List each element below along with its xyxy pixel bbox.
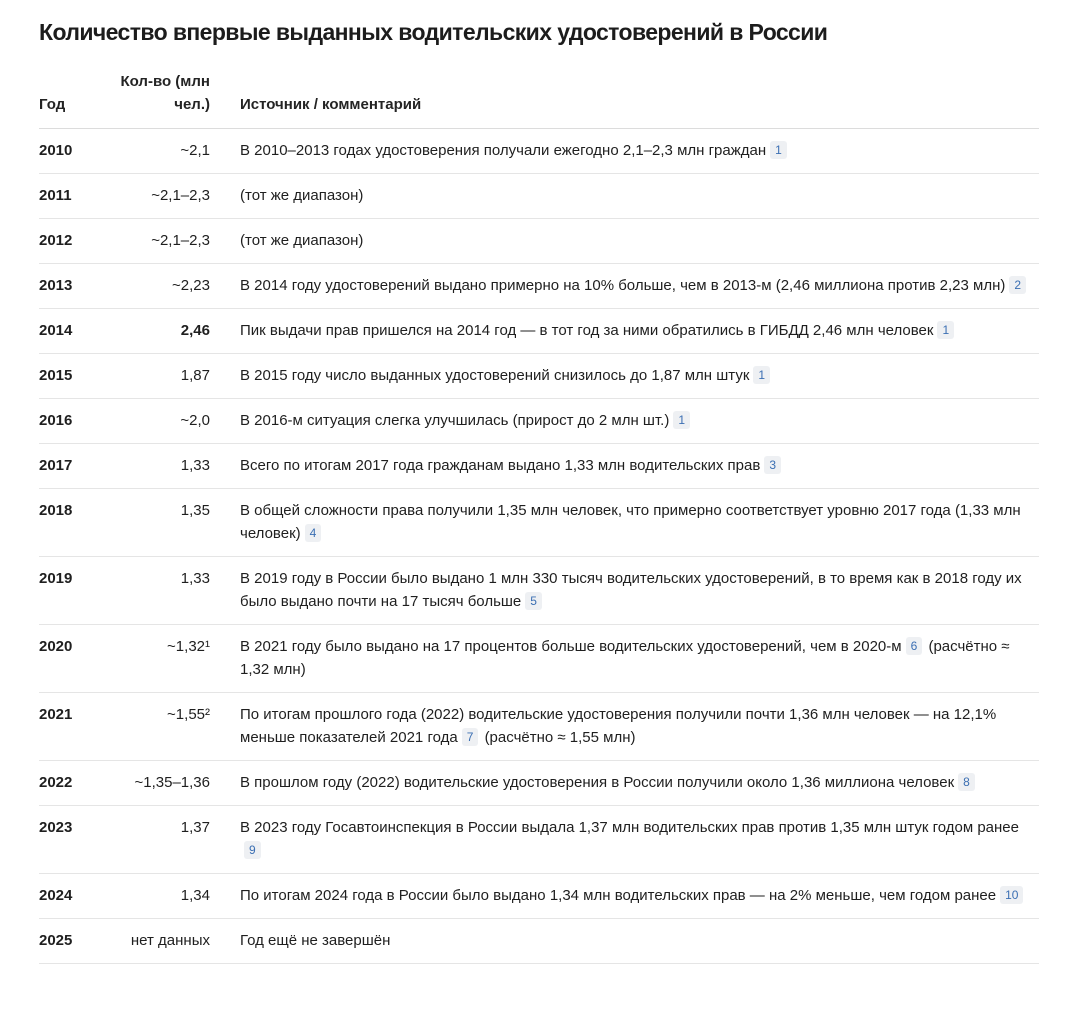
cell-quantity: 2,46: [109, 309, 240, 354]
cell-year: 2010: [39, 129, 109, 174]
source-text: В 2015 году число выданных удостоверений снизилось до 1,87 млн штук: [240, 367, 750, 384]
source-text: По итогам 2024 года в России было выдано 1,34 млн водительских прав — на 2% меньше, чем годом ранее: [240, 887, 997, 904]
cell-year: 2016: [39, 399, 109, 444]
cell-year: 2014: [39, 309, 109, 354]
cell-quantity: 1,33: [109, 557, 240, 625]
table-row: [39, 444, 1039, 489]
cell-year: 2013: [39, 264, 109, 309]
cell-year: 2024: [39, 874, 109, 919]
citation-link[interactable]: 3: [764, 456, 781, 474]
cell-year: 2021: [39, 693, 109, 761]
header-year: Год: [39, 70, 109, 129]
table-row: [39, 354, 1039, 399]
citation-link[interactable]: 4: [305, 524, 322, 542]
citation-link[interactable]: 1: [770, 141, 787, 159]
citation-link[interactable]: 7: [462, 728, 479, 746]
table-row: [39, 399, 1039, 444]
source-text: В 2023 году Госавтоинспекция в России выдала 1,37 млн водительских прав против 1,35 млн штук годом ранее: [240, 819, 1019, 836]
citation-link[interactable]: 5: [525, 592, 542, 610]
cell-quantity: нет данных: [109, 919, 240, 964]
cell-quantity: ~2,1–2,3: [109, 219, 240, 264]
source-note: (расчётно ≈ 1,32 млн): [240, 638, 1010, 678]
cell-quantity: 1,34: [109, 874, 240, 919]
header-quantity: Кол-во (млн чел.): [109, 70, 240, 129]
cell-quantity: 1,35: [109, 489, 240, 557]
source-text: (тот же диапазон): [240, 187, 364, 204]
table-row: [39, 219, 1039, 264]
cell-source: [240, 264, 1039, 309]
table-body: [39, 129, 1039, 964]
source-text: В общей сложности права получили 1,35 млн человек, что примерно соответствует уровню 2017 года (1,33 млн человек): [240, 502, 1021, 542]
source-text: В 2010–2013 годах удостоверения получали ежегодно 2,1–2,3 млн граждан: [240, 142, 767, 159]
cell-year: 2012: [39, 219, 109, 264]
table-row: [39, 874, 1039, 919]
cell-source: [240, 489, 1039, 557]
table-row: [39, 625, 1039, 693]
cell-year: 2018: [39, 489, 109, 557]
source-text: (тот же диапазон): [240, 232, 364, 249]
cell-source: [240, 874, 1039, 919]
table-header-row: [39, 70, 1039, 129]
source-note: (расчётно ≈ 1,55 млн): [484, 729, 636, 746]
cell-quantity: 1,37: [109, 806, 240, 874]
header-source: Источник / комментарий: [240, 70, 1039, 129]
cell-quantity: 1,33: [109, 444, 240, 489]
cell-source: [240, 761, 1039, 806]
table-row: [39, 693, 1039, 761]
cell-year: 2019: [39, 557, 109, 625]
source-text: Всего по итогам 2017 года гражданам выдано 1,33 млн водительских прав: [240, 457, 761, 474]
table-row: [39, 919, 1039, 964]
cell-quantity: ~2,23: [109, 264, 240, 309]
cell-source: [240, 444, 1039, 489]
source-text: В 2019 году в России было выдано 1 млн 330 тысяч водительских удостоверений, в то время как в 2018 году их было выдано почти на 17 тысяч больше: [240, 570, 1022, 610]
citation-link[interactable]: 10: [1000, 886, 1023, 904]
cell-year: 2022: [39, 761, 109, 806]
citation-link[interactable]: 1: [937, 321, 954, 339]
table-row: [39, 489, 1039, 557]
citation-link[interactable]: 2: [1009, 276, 1026, 294]
cell-year: 2015: [39, 354, 109, 399]
source-text: В 2016-м ситуация слегка улучшилась (прирост до 2 млн шт.): [240, 412, 670, 429]
source-text: В 2021 году было выдано на 17 процентов больше водительских удостоверений, чем в 2020-м: [240, 638, 902, 655]
cell-source: [240, 557, 1039, 625]
table-row: [39, 264, 1039, 309]
cell-source: [240, 129, 1039, 174]
cell-source: [240, 919, 1039, 964]
table-row: [39, 557, 1039, 625]
cell-quantity: 1,87: [109, 354, 240, 399]
citation-link[interactable]: 1: [753, 366, 770, 384]
table-row: [39, 174, 1039, 219]
table-row: [39, 806, 1039, 874]
cell-source: [240, 625, 1039, 693]
cell-source: [240, 219, 1039, 264]
cell-source: [240, 309, 1039, 354]
document: [39, 14, 1039, 964]
cell-quantity: ~2,1: [109, 129, 240, 174]
cell-quantity: ~2,0: [109, 399, 240, 444]
cell-quantity: ~1,32¹: [109, 625, 240, 693]
cell-year: 2025: [39, 919, 109, 964]
cell-quantity: ~1,35–1,36: [109, 761, 240, 806]
source-text: Год ещё не завершён: [240, 932, 391, 949]
cell-source: [240, 693, 1039, 761]
cell-source: [240, 399, 1039, 444]
cell-source: [240, 174, 1039, 219]
table-row: [39, 129, 1039, 174]
cell-source: [240, 806, 1039, 874]
cell-quantity: ~1,55²: [109, 693, 240, 761]
citation-link[interactable]: 9: [244, 841, 261, 859]
citation-link[interactable]: 8: [958, 773, 975, 791]
cell-year: 2017: [39, 444, 109, 489]
cell-year: 2023: [39, 806, 109, 874]
cell-source: [240, 354, 1039, 399]
citation-link[interactable]: 1: [673, 411, 690, 429]
cell-year: 2011: [39, 174, 109, 219]
page-title: Количество впервые выданных водительских удостоверений в России: [39, 19, 828, 45]
source-text: В 2014 году удостоверений выдано примерно на 10% больше, чем в 2013-м (2,46 миллиона против 2,23 млн): [240, 277, 1006, 294]
cell-quantity: ~2,1–2,3: [109, 174, 240, 219]
source-text: Пик выдачи прав пришелся на 2014 год — в тот год за ними обратились в ГИБДД 2,46 млн человек: [240, 322, 934, 339]
table-row: [39, 309, 1039, 354]
data-table: [39, 70, 1039, 964]
citation-link[interactable]: 6: [906, 637, 923, 655]
source-text: В прошлом году (2022) водительские удостоверения в России получили около 1,36 миллиона человек: [240, 774, 955, 791]
source-text: По итогам прошлого года (2022) водительские удостоверения получили почти 1,36 млн человек — на 12,1% меньше показателей 2021 года: [240, 706, 997, 746]
cell-year: 2020: [39, 625, 109, 693]
table-row: [39, 761, 1039, 806]
